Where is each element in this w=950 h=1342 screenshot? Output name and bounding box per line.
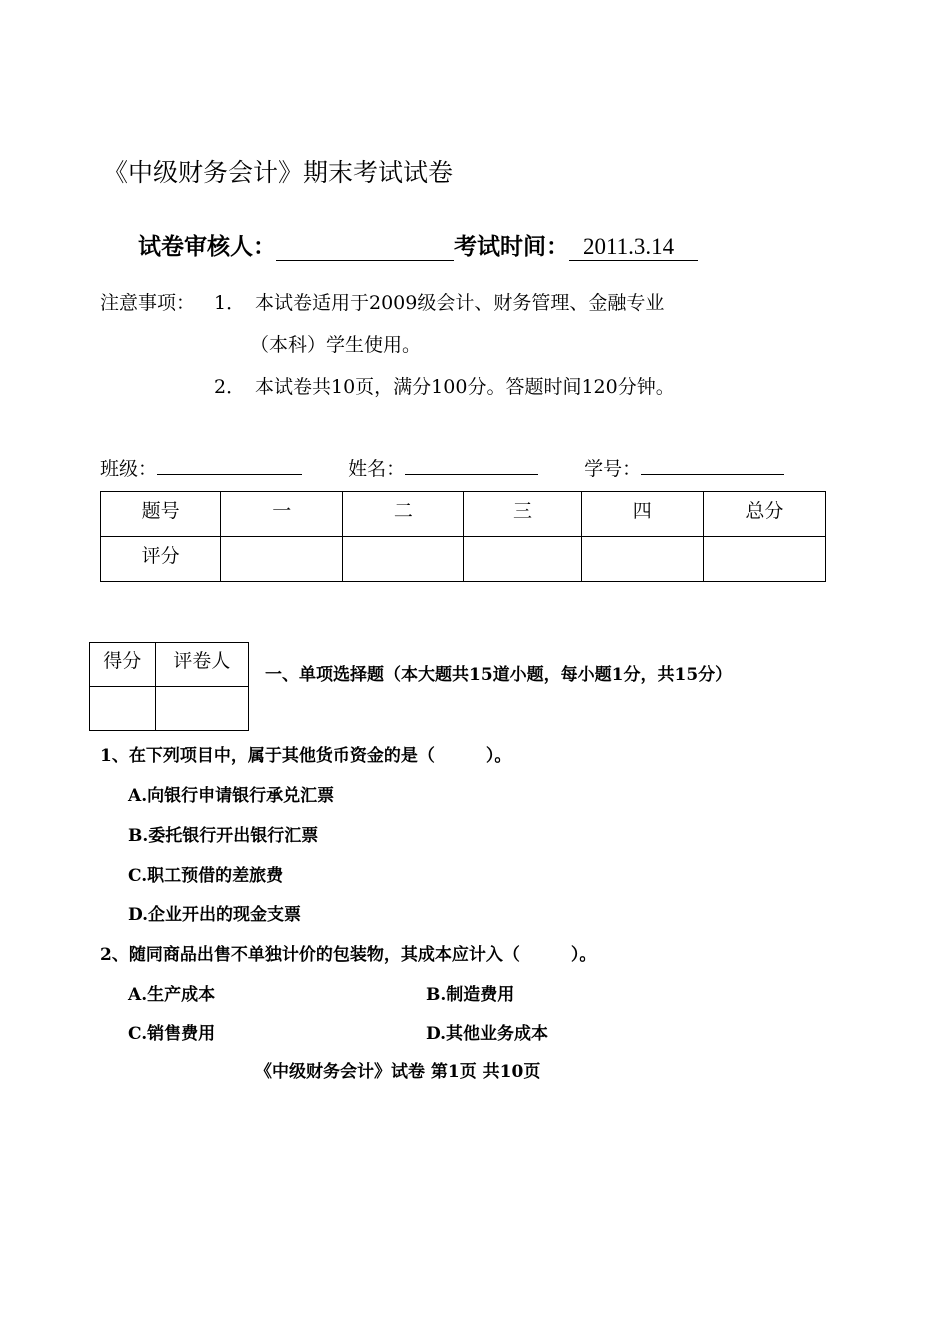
notes-label: 注意事项： [100,292,196,314]
grader-value-row [90,687,249,731]
grader-header-row [90,643,249,687]
note-2-number: 2． [214,376,246,398]
section-1-title: 一、单项选择题（本大题共15道小题，每小题1分，共15分） [265,665,733,685]
score-cell[interactable] [703,537,825,582]
name-blank[interactable] [405,456,538,475]
id-blank[interactable] [641,456,784,475]
score-table-score-row [101,537,826,582]
id-field [584,454,784,481]
score-header-cell: 题号 [101,492,221,537]
score-cell[interactable] [343,537,464,582]
note-1-number: 1． [214,292,246,314]
score-row-label: 评分 [101,537,221,582]
grader-name-label: 评卷人 [155,643,248,687]
note-1-line1: 本试卷适用于2009级会计、财务管理、金融专业 [255,292,665,314]
grader-name-cell[interactable] [155,687,248,731]
note-2-line1: 本试卷共10页，满分100分。答题时间120分钟。 [255,376,675,398]
note-1-line2: （本科）学生使用。 [250,334,422,356]
reviewer-blank[interactable] [276,236,454,261]
question-2-option-c: C.销售费用 [128,1024,216,1044]
class-blank[interactable] [157,456,302,475]
score-cell[interactable] [464,537,581,582]
class-label: 班级： [100,458,158,480]
score-header-cell: 二 [343,492,464,537]
score-header-cell: 三 [464,492,581,537]
question-2-option-d: D.其他业务成本 [426,1024,549,1044]
grader-table [89,642,249,731]
grader-score-cell[interactable] [90,687,156,731]
name-field [348,454,538,481]
question-1-text: 1、在下列项目中，属于其他货币资金的是（ ）。 [100,746,512,766]
grader-score-label: 得分 [90,643,156,687]
score-header-cell: 一 [221,492,343,537]
question-1-option-a: A.向银行申请银行承兑汇票 [128,786,335,806]
question-1-option-b: B.委托银行开出银行汇票 [128,826,319,846]
question-2-option-a: A.生产成本 [128,985,216,1005]
question-1-option-c: C.职工预借的差旅费 [128,866,284,886]
exam-time-value: 2011.3.14 [569,234,698,261]
exam-header-line [138,228,698,261]
id-label: 学号： [584,458,642,480]
question-2-text: 2、随同商品出售不单独计价的包装物，其成本应计入（ ）。 [100,945,597,965]
score-table-header-row [101,492,826,537]
score-header-cell: 总分 [703,492,825,537]
exam-time-label: 考试时间： [454,233,569,260]
student-info-row [100,454,820,481]
score-cell[interactable] [221,537,343,582]
question-1-option-d: D.企业开出的现金支票 [128,905,302,925]
score-table [100,491,826,582]
reviewer-label: 试卷审核人： [138,233,276,260]
score-header-cell: 四 [581,492,703,537]
question-2-option-b: B.制造费用 [426,985,515,1005]
exam-title: 《中级财务会计》期末考试试卷 [103,158,454,187]
page-footer: 《中级财务会计》试卷 第1页 共10页 [255,1062,541,1082]
score-cell[interactable] [581,537,703,582]
class-field [100,454,302,481]
name-label: 姓名： [348,458,406,480]
